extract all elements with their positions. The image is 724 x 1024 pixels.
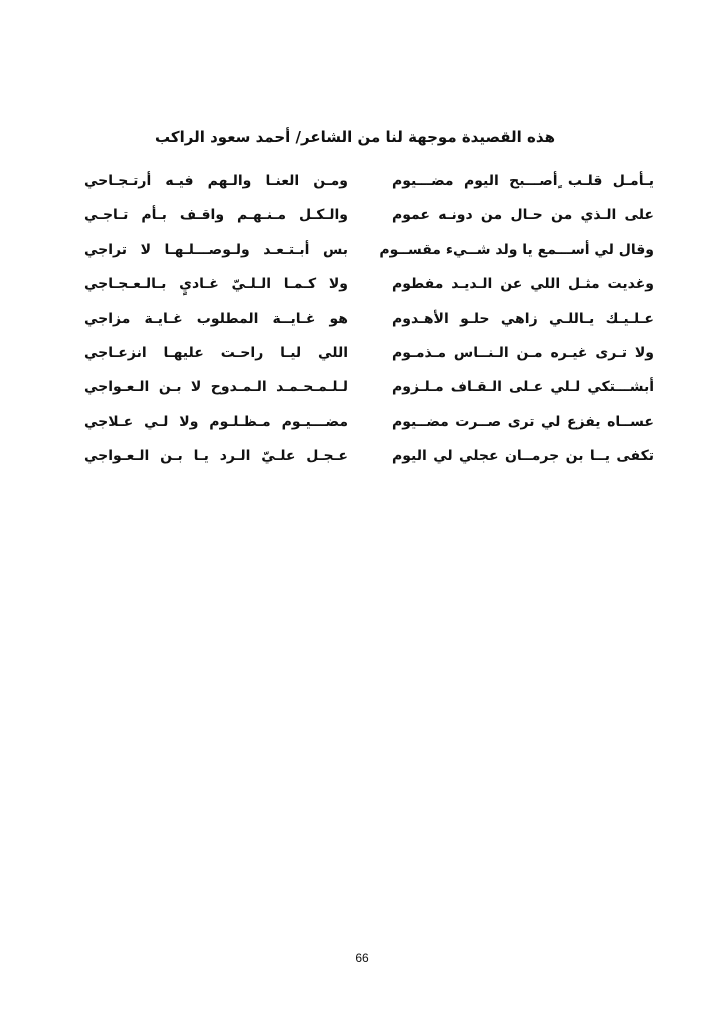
second-hemistich: هو غـايــة المطلوب غـايـة مزاجي <box>84 310 348 327</box>
first-hemistich: تكفى يــا بن جرمــان عجلي لي اليوم <box>392 448 654 465</box>
second-hemistich: ومـن العنـا والـهم فيـه أرتـجـاحي <box>84 173 348 189</box>
verse-7 <box>84 376 654 410</box>
poem-title: هذه القصيدة موجهة لنا من الشاعر/ أحمد سعود الراكب <box>155 128 555 146</box>
second-hemistich: اللي ليـا راحـت عليهـا انزعـاجي <box>84 344 348 361</box>
second-hemistich: والـكـل مـنـهـم واقـف بـأم تـاجـي <box>84 207 348 224</box>
verse-3 <box>84 239 654 273</box>
verse-1 <box>84 170 654 204</box>
first-hemistich: ولا تـرى غيـره مـن الـنــاس مـذمـوم <box>392 344 654 361</box>
first-hemistich: وغديت مثـل اللي عن الـديـد مفطوم <box>392 276 654 293</box>
first-hemistich: عســاه يفزع لي ترى صــرت مضــيوم <box>392 413 654 430</box>
verse-4 <box>84 273 654 307</box>
verse-8 <box>84 411 654 445</box>
first-hemistich: عـلـيـك يـاللـي زاهي حلـو الأهـدوم <box>392 310 654 327</box>
verse-9 <box>84 445 654 479</box>
verse-6 <box>84 342 654 376</box>
second-hemistich: لـلـمـحـمـد الـمـدوح لا بـن الـعـواجي <box>84 379 348 396</box>
verse-2 <box>84 204 654 238</box>
second-hemistich: عـجـل علـيّ الـرد يـا بـن الـعـواجي <box>84 448 348 465</box>
verse-5 <box>84 308 654 342</box>
page-number: 66 <box>355 951 369 965</box>
first-hemistich: يـأمـل قلـب ٍأصـــبح اليوم مضـــيوم <box>392 173 654 189</box>
first-hemistich: أبشـــتكي لـلي عـلى الـقـاف مـلـزوم <box>392 379 654 396</box>
first-hemistich: على الـذي من حـال من دونـه عموم <box>392 207 654 224</box>
poem-body <box>84 170 654 480</box>
second-hemistich: بس أبـتـعـد ولـوصـــلـهـا لا تراجي <box>84 241 348 258</box>
second-hemistich: مضـــيـوم مـظـلـوم ولا لـي عـلاجي <box>84 413 348 430</box>
second-hemistich: ولا كـمـا الـلـيّ غـاديٍ بـالـعـجـاجي <box>84 276 348 293</box>
first-hemistich: وقال لي أســـمع يا ولد شــيء مقســوم <box>379 241 654 258</box>
